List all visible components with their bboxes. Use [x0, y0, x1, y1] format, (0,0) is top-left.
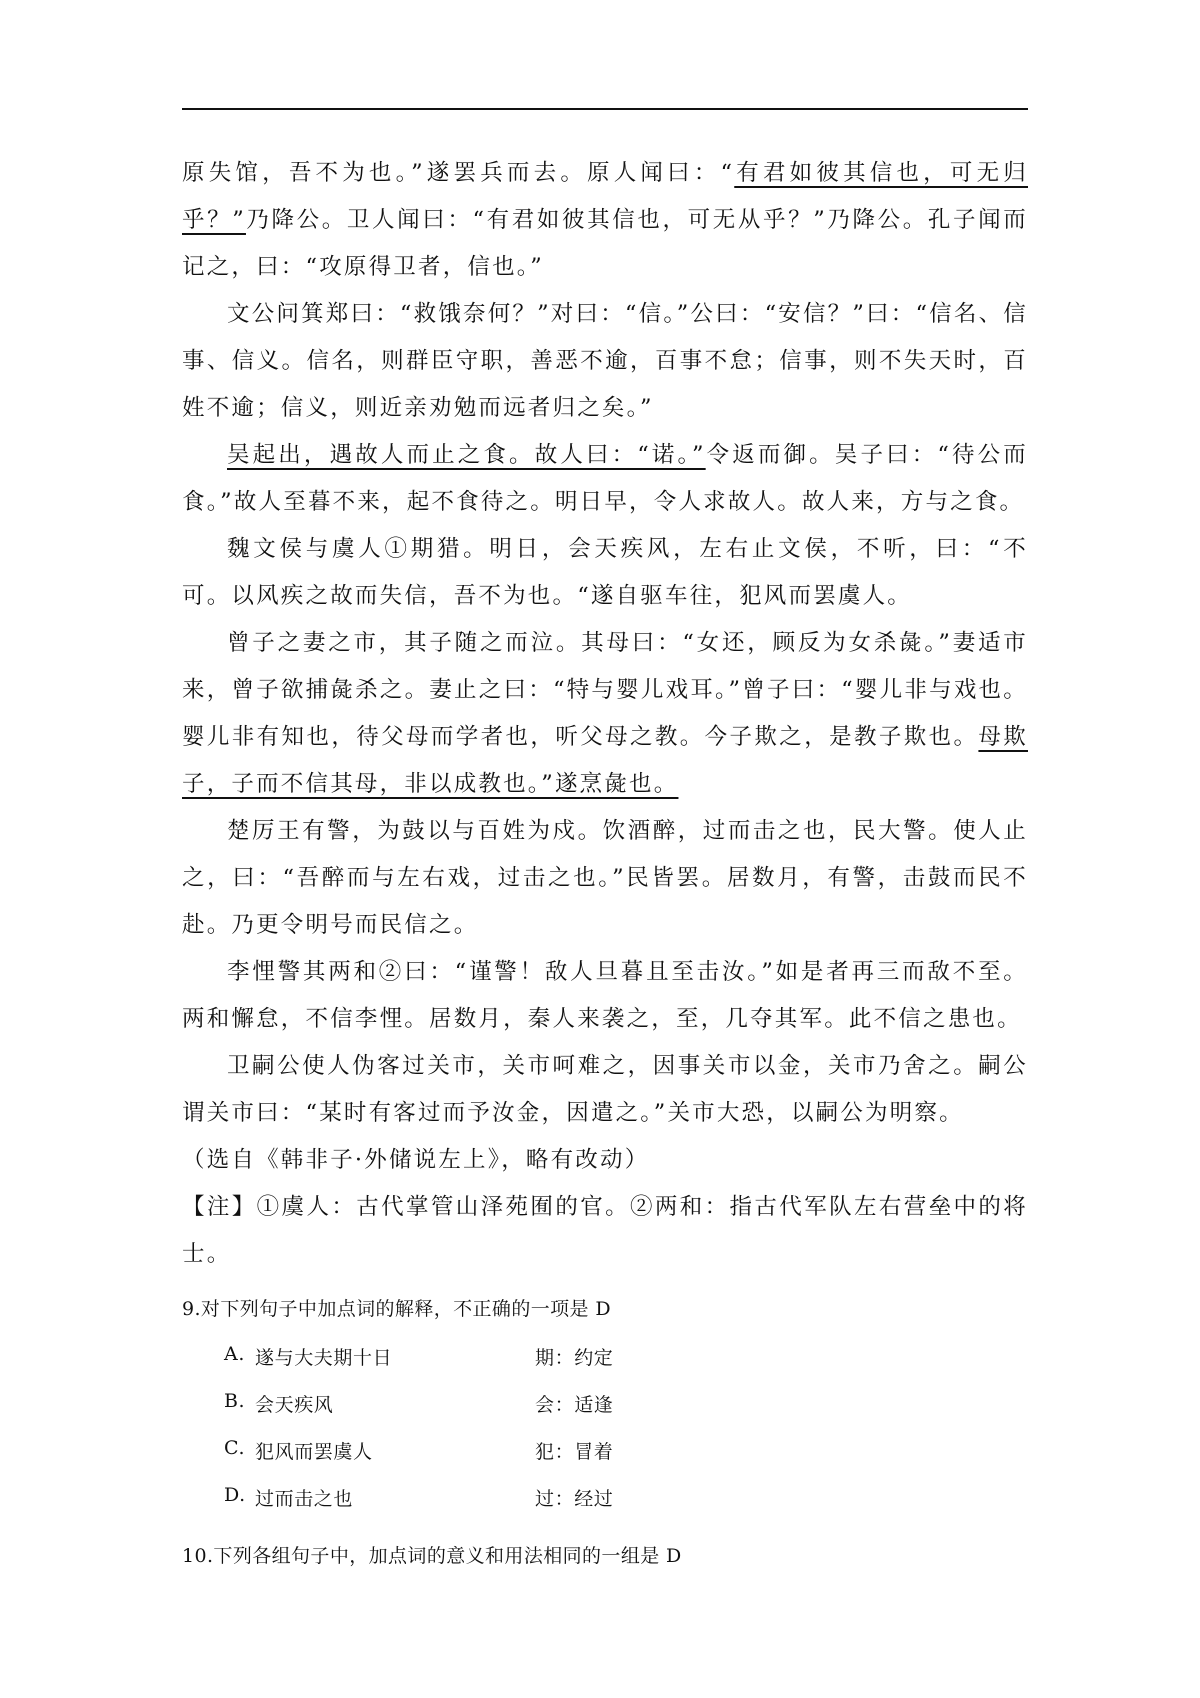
option-d [224, 1484, 613, 1531]
paragraph-2: 文公问箕郑曰：“救饿奈何？”对曰：“信。”公曰：“安信？”曰：“信名、信事、信义。信名，则群臣守职，善恶不逾，百事不怠；信事，则不失天时，百姓不逾；信义，则近亲劝勉而远者归之矣。” [182, 301, 1028, 421]
paragraph-7: 李悝警其两和②曰：“谨警！敌人旦暮且至击汝。”如是者再三而敌不至。两和懈怠，不信李悝。居数月，秦人来袭之，至，几夺其军。此不信之患也。 [182, 959, 1028, 1032]
paragraph-6: 楚厉王有警，为鼓以与百姓为戍。饮酒醉，过而击之也，民大警。使人止之，曰：“吾醉而与左右戏，过击之也。”民皆罢。居数月，有警，击鼓而民不赴。乃更令明号而民信之。 [182, 818, 1028, 938]
paragraph-3 [182, 432, 1028, 526]
option-gloss: 犯：冒着 [535, 1441, 614, 1463]
option-letter: D. [224, 1484, 246, 1506]
paragraph-8: 卫嗣公使人伪客过关市，关市呵难之，因事关市以金，关市乃舍之。嗣公谓关市曰：“某时有客过而予汝金，因遣之。”关市大恐，以嗣公为明察。 [182, 1053, 1028, 1126]
p3-text-rest: 令返而御。吴子曰：“待公而食。”故人至暮不来，起不食待之。明日早，令人求故人。故人来，方与之食。 [182, 442, 1028, 515]
option-gloss: 期：约定 [535, 1347, 614, 1369]
paragraph-4: 魏文侯与虞人①期猎。明日，会天疾风，左右止文侯，不听，曰：“不可。以风疾之故而失信，吾不为也。“遂自驱车往，犯风而罢虞人。 [182, 536, 1028, 609]
option-letter: B. [224, 1390, 246, 1412]
option-sentence: 会天疾风 [255, 1394, 334, 1416]
option-letter: A. [224, 1343, 245, 1365]
question-9-title: 9.对下列句子中加点词的解释，不正确的一项是 D [182, 1298, 612, 1320]
paragraph-1 [182, 150, 1028, 291]
annotation-note: 【注】①虞人：古代掌管山泽苑囿的官。②两和：指古代军队左右营垒中的将士。 [182, 1194, 1028, 1267]
p5-text: 曾子之妻之市，其子随之而泣。其母曰：“女还，顾反为女杀彘。”妻适市来，曾子欲捕彘杀之。妻止之曰：“特与婴儿戏耳。”曾子曰：“婴儿非与戏也。婴儿非有知也，待父母而学者也，听父母之教。今子欺之，是教子欺也。 [182, 630, 1028, 750]
option-sentence: 犯风而罢虞人 [255, 1441, 373, 1463]
question-10-title: 10.下列各组句子中，加点词的意义和用法相同的一组是 D [182, 1545, 682, 1567]
paragraph-5 [182, 620, 1028, 808]
option-sentence: 过而击之也 [255, 1488, 354, 1510]
p3-underlined-sentence: 吴起出，遇故人而止之食。故人曰：“诺。” [227, 442, 706, 468]
option-a [224, 1343, 613, 1390]
p1-text-end: 乃降公。卫人闻曰：“有君如彼其信也，可无从乎？”乃降公。孔子闻而记之，曰：“攻原得卫者，信也。” [182, 207, 1028, 280]
option-letter: C. [224, 1437, 246, 1459]
p5-underlined-sentence: 母欺子，子而不信其母，非以成教也。”遂烹彘也。 [182, 724, 1028, 797]
option-c [224, 1437, 613, 1484]
option-gloss: 会：适逢 [535, 1394, 614, 1416]
option-sentence: 遂与大夫期十日 [255, 1347, 393, 1369]
classical-passage [182, 150, 1028, 1278]
option-gloss: 过：经过 [535, 1488, 614, 1510]
header-rule [182, 108, 1028, 110]
p1-underlined-sentence: 有君如彼其信也，可无归乎？” [182, 160, 1028, 233]
source-citation: （选自《韩非子·外储说左上》，略有改动） [182, 1147, 650, 1173]
question-9-options [224, 1343, 613, 1531]
option-b [224, 1390, 613, 1437]
p1-text-start: 原失馆，吾不为也。”遂罢兵而去。原人闻曰：“ [182, 160, 735, 186]
